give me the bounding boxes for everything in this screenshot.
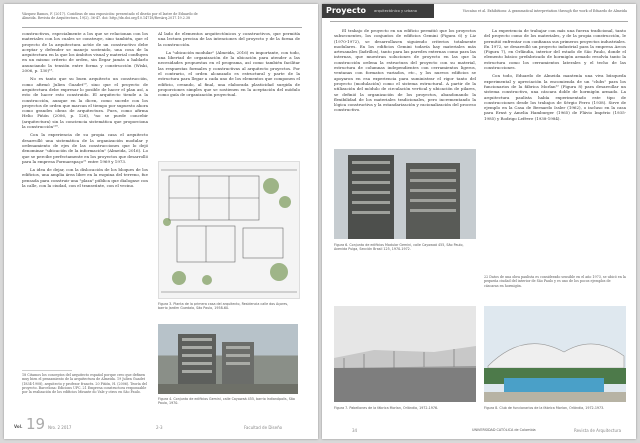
right-column-2 (484, 28, 626, 272)
paragraph: La idea de dejar, con la dislocación de los bloques de los edificios, una amplia área libre en la esquina del terreno, fue pensada para construir una "plaza" pública que dialogase con la calle, con la ciudad, con el transeúnte, con el vecino. (22, 167, 148, 189)
masthead-title: Proyecto (326, 6, 367, 15)
footer-university: UNIVERSIDAD CATÓLICA de Colombia (472, 428, 536, 432)
header-citation: Vázquez Ramos, F. (2017). Cosidiras de una exposición: presentado el diseño por el lastre de Eduardo de Almeida. Revista de Arquitectura, 19(2), 36-47. doi: http://dx.doi.org/10.14718/RevArq.2017.19.2.38 (22, 12, 198, 21)
right-page (322, 4, 636, 439)
figure-caption: Figura 4. Conjunto de edificios Gemini, calle Cayowaá 455, barrio Indianópolis, São Paulo, 1970. (158, 397, 295, 406)
club-shell-photo (484, 306, 626, 402)
footer-issue: Nro. 2 2017 (48, 425, 72, 430)
left-page (4, 4, 318, 439)
paragraph: Con la experiencia de su propia casa el arquitecto desarrolló una sistemática de la organización modular y ordenamiento de ejes de las construcciones que lo dejó denominar "ubicación de la información" (Almeida, 2016). Lo que se percibe perfectamente en los proyectos que desarrolló para la empresa Formaespaço²¹ entre 1969 y 1973. (22, 132, 148, 164)
figure-caption: Figura 6. Conjunto de edificios Modular Gemini, calle Cayowaá 455, São Paulo, Avenida Pulga, Sección Brasil 125, 1970-1972. (334, 243, 464, 252)
figure-caption: Figura 8. Club de funcionarios de la fábrica Morlan, Orlândia, 1972-1973. (484, 406, 605, 410)
paragraph: Con todo, Eduardo de Almeida mantenía una viva búsqueda experimental y apreciación la encomienda de un "clubs" para los funcionarios de la fábrica Morlan²² (Figura 8) para desarrollar un sistema constructivo, una cáscara doble de hormigón armado. La arquitectura paulista había experimentado este tipo de construcciones desde los trabajos de Sérgio Ferro (1938). Sirve de ejemplo en la Casa de Bernardo Issler (1962), o incluso en la casa para Ernst y Amelia Hamburger (1965) de Flávio Império (1935-1985) y Rodrigo Lefèvre (1938-1984). (484, 73, 626, 121)
footer-page-number: 34 (352, 428, 358, 433)
footer-volume-label: Vol. (14, 424, 23, 429)
footer-faculty: Facultad de Diseño (244, 425, 283, 430)
footer-magazine: Revista de Arquitectura (574, 428, 622, 433)
header-citation: Vizcaíno et al. Exhibitions: A grammatical interpretation through the work of Eduardo de Almeida (462, 9, 627, 13)
figure-caption: Figura 3. Planta de la primera casa del arquitecto, Residencia calle dos Açores, barrio Jardim Guedala, São Paulo, 1958-60. (158, 302, 289, 311)
left-column-1 (22, 31, 148, 367)
left-column-2 (158, 31, 300, 151)
section-masthead (322, 4, 434, 18)
gemini-building-photo (334, 149, 476, 239)
header-divider (22, 27, 302, 28)
paragraph: constructivos, especialmente a los que se relacionan con los materiales con los cuales se construye, sino también, que el proyecto de la arquitectura actúe de un constructivo debe aceptar y defender se manejo sostenido, una cosa de la arquitectura en la que los ámbitos visual y material confluyen en un mismo criterio de orden, sin llegar jamás a hablarlo anunciando la tensión entre forma y construcción (Wiski, 2006, p. 130)¹⁸. (22, 31, 148, 74)
figure-caption: Figura 7. Pabellones de la fábrica Morlan, Orlândia, 1972-1976. (334, 406, 439, 410)
footer-page-range: 2-3 (156, 425, 163, 430)
paragraph: No es tanto que su buen arquitecto un construcción, como afirmó Julien Guadet¹⁹, sino que el proyecto de arquitectura debe expresar lo posible de hacer el plan así, a esto de hacer esto construido. El arquitecto tiende a la construcción, aunque en la dicen, como sucede con los proyectos de orden que marcan el tiempo por supuesto ahora como grandes obras de arquitectura. Pues, como afirma Helio Piñón (2006, p. 126), "no se puede concebir (arquitectura) sin la conciencia sistemática que proporciona la construcción"²⁰. (22, 76, 148, 130)
floor-plan-figure (158, 161, 300, 299)
header-divider (330, 21, 628, 22)
paragraph: La experiencia de trabajar con más una fuerza tradicional, tanto del proyecto como de los materiales, y de la propia construcción, le permitió enfrentar con confianza sus primeros proyectos industriales. En 1972, se desarrolló un proyecto industrial para la empresa Arcos (Figura 7), en Orlândia, interior del estado de São Paulo, donde el elemento básico prefabricado de hormigón armado resolvía tanto la estructura como los cerramientos laterales y el techo de las construcciones. (484, 28, 626, 71)
footnote-divider (22, 370, 72, 371)
paragraph: Al lado de elementos arquitectónicos y constructivos, que permitía una lectura precisa de las intenciones del proyecto y de la forma de la construcción. (158, 31, 300, 47)
building-photo (158, 324, 298, 394)
factory-pavilion-photo (334, 306, 476, 402)
side-note: 22 Datos de una obra paulista es considerado sensible en el año 1973, se ubicó en la pequeña ciudad del interior de São Paulo y es uno de los pocos ejemplos de cáscaras en hormigón. (484, 275, 626, 288)
paragraph: La "ubicación modular" (Almeida, 2016) es importante, con todo, una libertad de organización de la ubicación para atender a las necesidades propuestas en el programa, así como también facilitar las respuestas formales y constructivas al arquitecto proyectos. Por el contrario, el orden alcanzado es estructural y parte de la estructura para llegar a cada uno de los elementos que componen el edificio, creando, al final, una elaborada plasticidad surgida de proporciones simples que se sostienen en la aceptación del módulo como guía de organización proyectual. (158, 49, 300, 98)
footnotes: 18 Citamos los conceptos del arquitecto español porque creo que definen muy bien el pensamiento de la arquitectura de Almeida. 19 Julien Guadet (1834-1908), arquitecto y profesor francés. 20 Piñón, H. (2006). Teoría del proyecto. Barcelona: Edicions UPC. 21 Empresa constructora responsable por la realización de los edificios Mirante do Vale y otros en São Paulo. (22, 373, 147, 395)
masthead-subtitle: arquitectónico y urbano (374, 9, 417, 13)
paragraph: El trabajo de proyecto en un edificio permitió que los proyectos subsecuentes, los conjuntos de edificios Gemini (Figura 6) y Liz (1970-1972), se desarrollasen siguiendo criterios totalmente modulares. En los edificios Gemini todavía hay materiales más artesanales (ladrillos), tanto para las paredes externas como para las internas, que muestran soluciones de proyecto en las que la construcción ordena la estructura del proyecto con su material, estructura de columnas independientes con cerramientos ligeros, ventanas con formatos variados, etc., y los nuevos edificios se apoyaron en esa experiencia para suministrar el rigor tanto del proyecto (modulación) como el sistema estructural. A partir de la utilización del módulo de circulación vertical y ubicación de pilares, se definió la organización de los proyectos, abandonando la flexibilidad de los materiales tradicionales, pero incrementando la lógica constructiva y la estandarización y racionalización del proceso constructivo. (334, 28, 476, 113)
footer-volume-number: 19 (26, 415, 46, 433)
right-column-1 (334, 28, 476, 144)
